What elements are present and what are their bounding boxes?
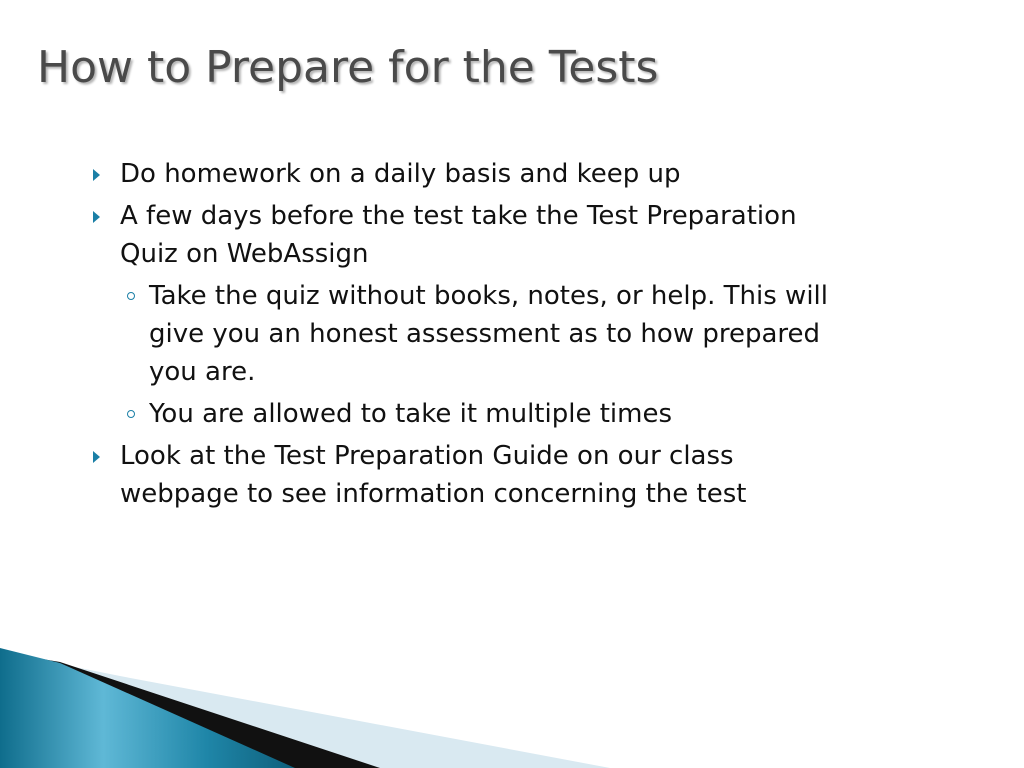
sub-bullet-item <box>0 277 849 391</box>
slide-title: How to Prepare for the Tests <box>37 42 659 93</box>
sub-bullet-text: Take the quiz without books, notes, or help. This will give you an honest assessment as to how prepared you are. <box>149 281 828 387</box>
bullet-text: Look at the Test Preparation Guide on our class webpage to see information concerning the test <box>120 441 747 509</box>
bullet-item <box>0 197 860 433</box>
triangle-bullet-icon <box>93 451 100 463</box>
triangle-bullet-icon <box>93 169 100 181</box>
wave-blue-shape <box>0 648 295 768</box>
bullet-text: A few days before the test take the Test Preparation Quiz on WebAssign <box>120 201 797 269</box>
bullet-list <box>0 155 1024 517</box>
bullet-item <box>0 437 860 513</box>
circle-bullet-icon <box>127 292 135 300</box>
triangle-bullet-icon <box>93 211 100 223</box>
sub-bullet-text: You are allowed to take it multiple times <box>149 399 672 429</box>
bullet-item <box>0 155 860 193</box>
sub-bullet-item <box>0 395 849 433</box>
circle-bullet-icon <box>127 410 135 418</box>
wave-pale-band <box>0 652 610 768</box>
bullet-text: Do homework on a daily basis and keep up <box>120 159 681 189</box>
wave-dark-stripe <box>0 652 380 768</box>
sub-bullet-list <box>120 277 860 433</box>
